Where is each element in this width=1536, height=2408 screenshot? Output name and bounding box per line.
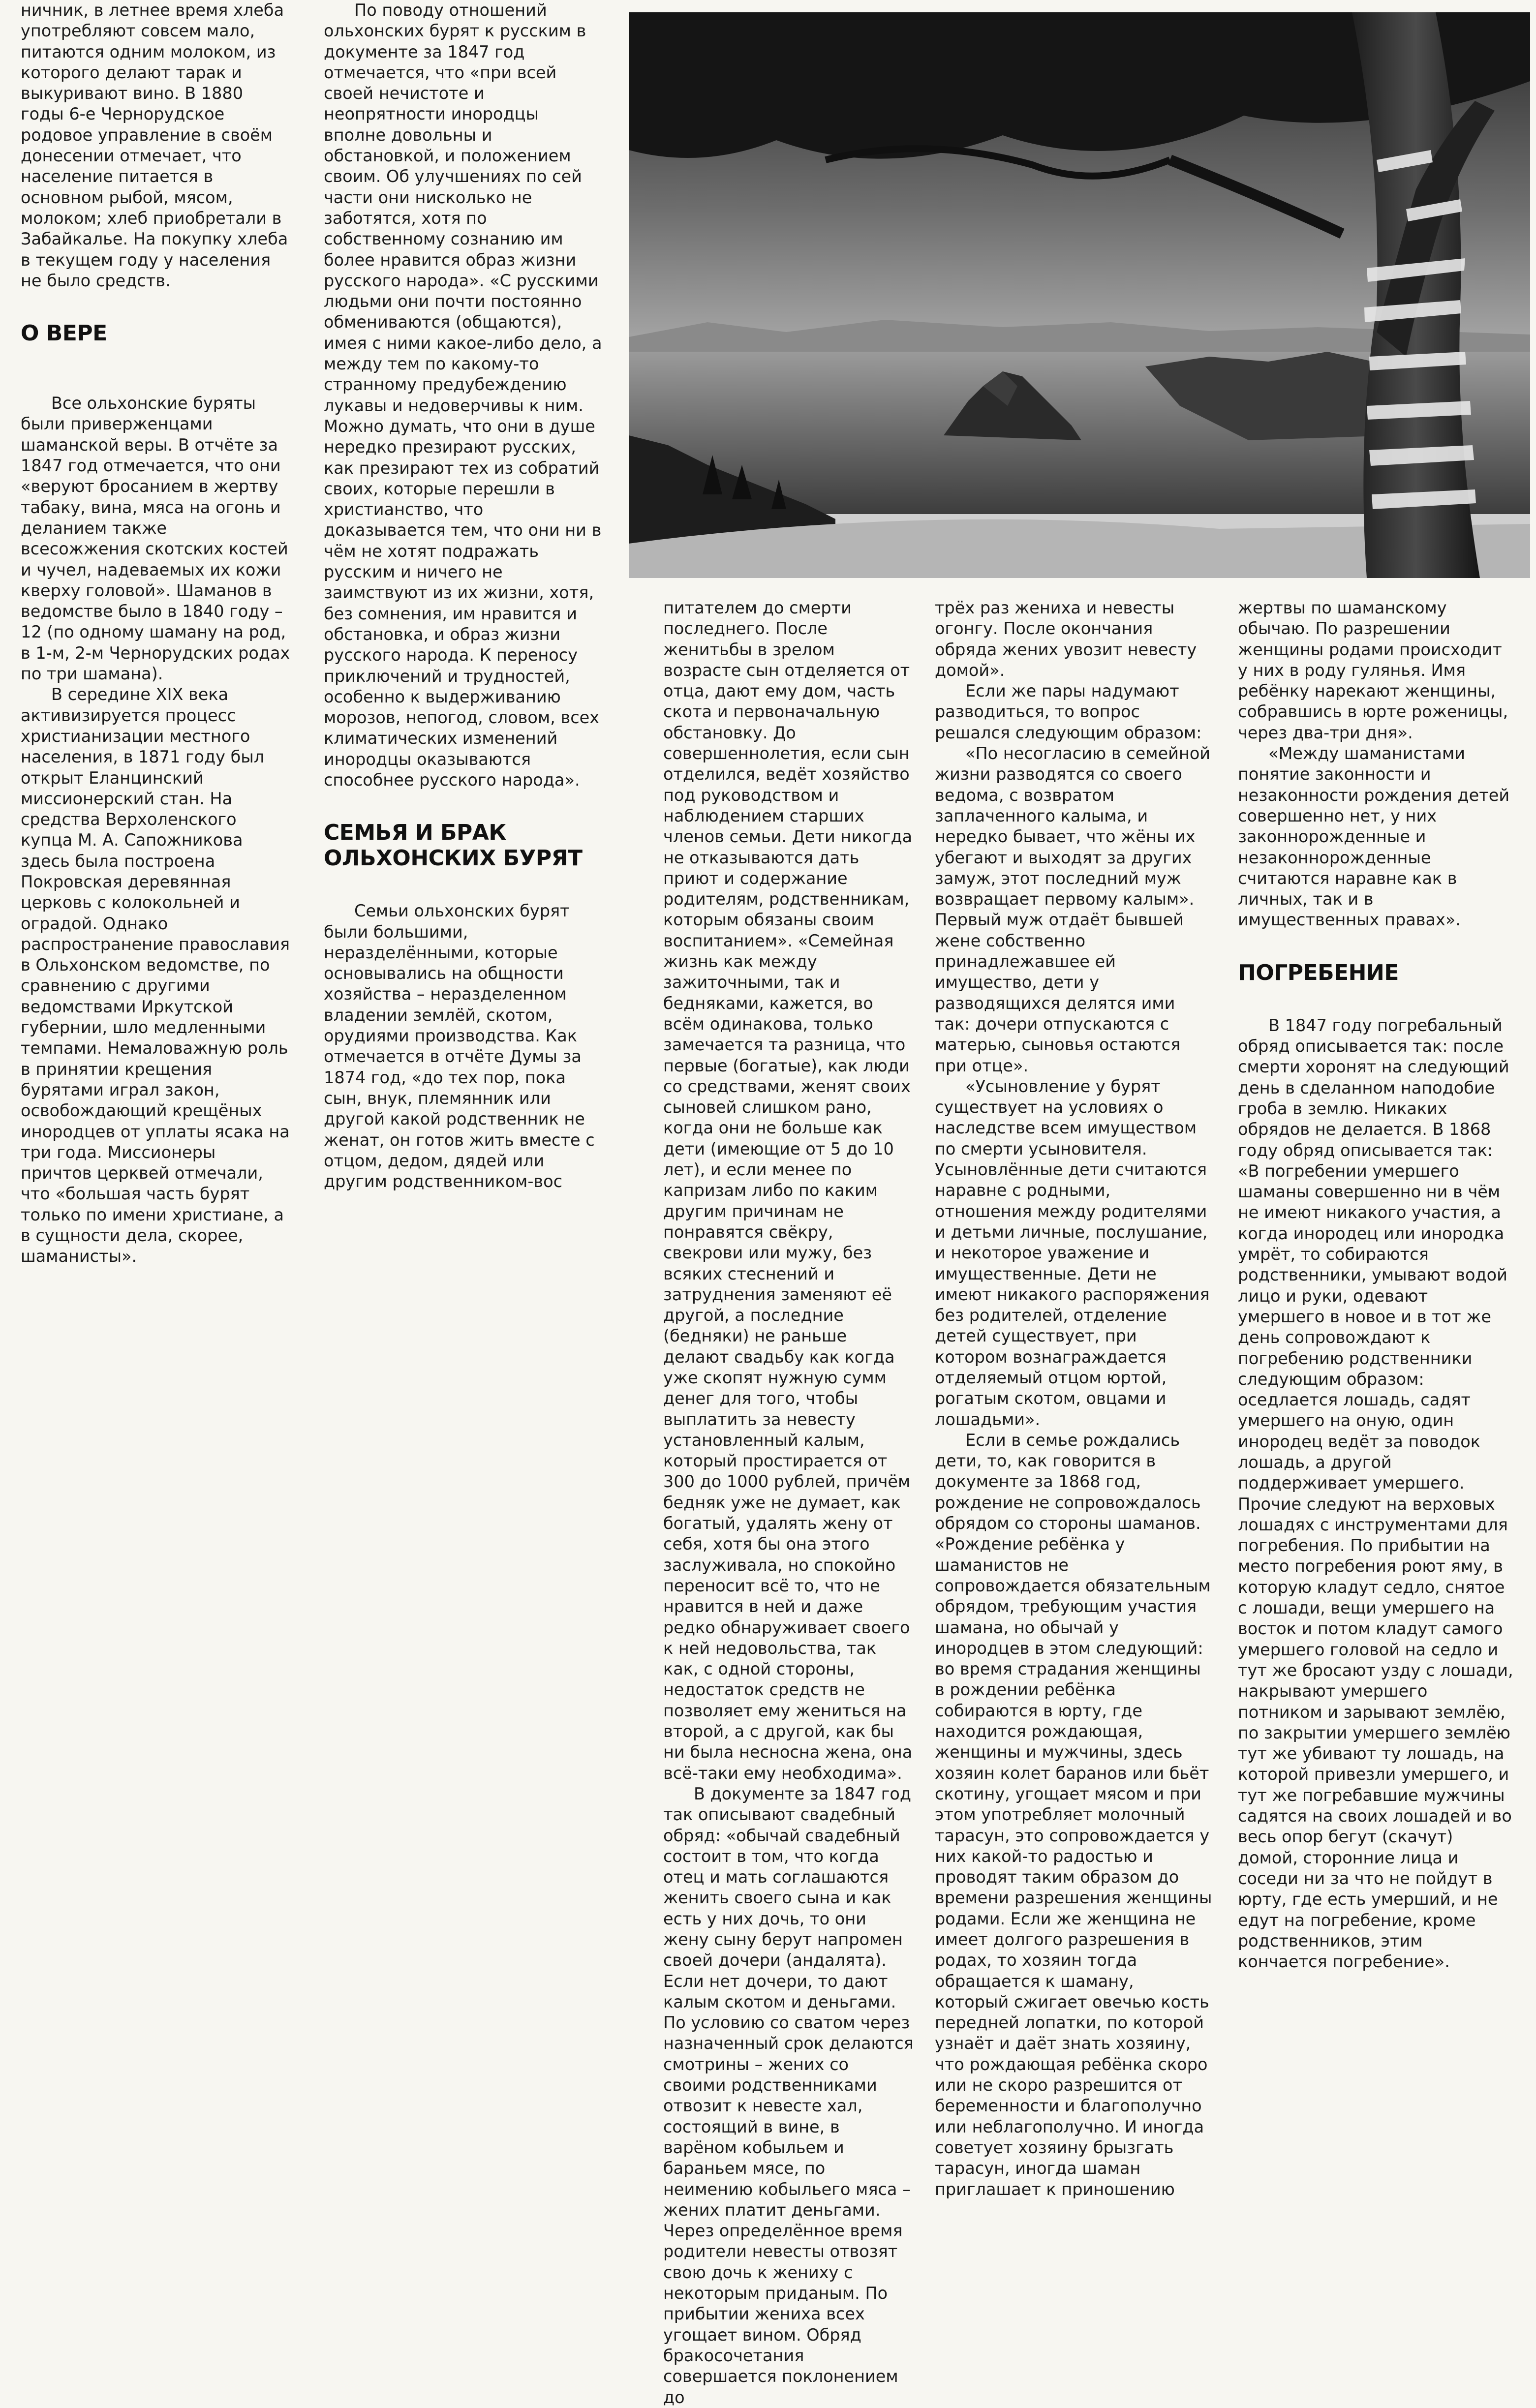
column-3 <box>663 598 917 2408</box>
col3-paragraph-1: питателем до смерти последнего. После женитьбы в зрелом возрасте сын отделяется от отца, дают ему дом, часть скота и первоначальную обстановку. До совершеннолетия, если сын отделился, ведёт хозяйство под руководством и наблюдением старших членов семьи. Дети никогда не отказываются дать приют и содержание родителям, родственникам, которым обязаны своим воспитанием». «Семейная жизнь как между зажиточными, так и бедняками, кажется, во всём одинакова, только замечается та разница, что первые (богатые), как люди со средствами, женят своих сыновей слишком рано, когда они не больше как дети (имеющие от 5 до 10 лет), и если менее по капризам либо по каким другим причинам не понравятся свёкру, свекрови или мужу, без всяких стеснений и затруднения заменяют её другой, а последние (бедняки) не раньше делают свадьбу как когда уже скопят нужную сумм денег для того, чтобы выплатить за невесту установленный калым, который простирается от 300 до 1000 рублей, причём бедняк уже не думает, как богатый, удалять жену от себя, хотя бы она этого заслуживала, но спокойно переносит всё то, что не нравится в ней и даже редко обнаруживает своего к ней недовольства, так как, с одной стороны, недостаток средств не позволяет ему жениться на второй, а с другой, как бы ни была несносна жена, она всё-таки ему необходима». <box>663 598 913 1783</box>
col4-paragraph-2: Если же пары надумают разводиться, то вопрос решался следующим образом: <box>935 681 1202 742</box>
col4-paragraph-4: «Усыновление у бурят существует на условиях о наследстве всем имуществом по смерти усыновителя. Усыновлённые дети считаются наравне с родными, отношения между родителями и детьми личные, послушание, и некоторое уважение и имущественные. Дети не имеют никакого распоряжения без родителей, отделение детей существует, при котором вознаграждается отделяемый отцом юртой, рогатым скотом, овцами и лошадьми». <box>935 1076 1210 1429</box>
column-2 <box>324 0 605 1192</box>
column-1 <box>21 0 290 1267</box>
col1-paragraph-3: В середине XIX века активизируется процесс христианизации местного населения, в 1871 году был открыт Еланцинский миссионерский стан. На средства Верхоленского купца М. А. Сапожникова здесь была построена Покровская деревянная церковь с колокольней и оградой. Однако распространение православия в Ольхонском ведомстве, по сравнению с другими ведомствами Иркутской губернии, шло медленными темпами. Немаловажную роль в принятии крещения бурятами играл закон, освобождающий крещёных инородцев от уплаты ясака на три года. Миссионеры причтов церквей отмечали, что «большая часть бурят только по имени христиане, а в сущности дела, скорее, шаманисты». <box>21 685 290 1266</box>
heading-burial: ПОГРЕБЕНИЕ <box>1238 960 1399 985</box>
col5-paragraph-1: жертвы по шаманскому обычаю. По разрешении женщины родами происходит у них в роду гулянья. Имя ребёнку нарекают женщины, собравшись в юрте роженицы, через два-три дня». <box>1238 598 1508 742</box>
col1-paragraph-1: ничник, в летнее время хлеба употребляют совсем мало, питаются одним молоком, из которого делают тарак и выкуривают вино. В 1880 годы 6-е Чернорудское родовое управление в своём донесении отмечает, что население питается в основном рыбой, мясом, молоком; хлеб приобретали в Забайкалье. На покупку хлеба в текущем году у населения не было средств. <box>21 0 288 290</box>
col2-paragraph-1: По поводу отношений ольхонских бурят к русским в документе за 1847 год отмечается, что «при всей своей нечистоте и неопрятности инородцы вполне довольны и обстановкой, и положением своим. Об улучшениях по сей части они нисколько не заботятся, хотя по собственному сознанию им более нравится образ жизни русского народа». «С русскими людьми они почти постоянно обмениваются (общаются), имея с ними какое-либо дело, а между тем по какому-то странному предубеждению лукавы и недоверчивы к ним. Можно думать, что они в душе нередко презирают русских, как презирают тех из собратий своих, которые перешли в христианство, что доказывается тем, что они ни в чём не хотят подражать русским и ничего не заимствуют из их жизни, хотя, без сомнения, им нравится и обстановка, и образ жизни русского народа. К переносу приключений и трудностей, особенно к выдерживанию морозов, непогод, словом, всех климатических изменений инородцы оказываются способнее русского народа». <box>324 0 602 790</box>
column-5 <box>1238 598 1516 1972</box>
heading-faith: О ВЕРЕ <box>21 321 107 346</box>
col4-paragraph-3: «По несогласию в семейной жизни разводятся со своего ведома, с возвратом заплаченного калыма, и нередко бывает, что жёны их убегают и выходят за других замуж, этот последний муж возвращает первому калым». Первый муж отдаёт бывшей жене собственно принадлежавшее ей имущество, дети у разводящихся делятся ими так: дочери отпускаются с матерью, сыновья остаются при отце». <box>935 744 1211 1075</box>
col1-paragraph-2: Все ольхонские буряты были приверженцами шаманской веры. В отчёте за 1847 год отмечается, что они «веруют бросанием в жертву табаку, вина, мяса на огонь и деланием также всесожжения скотских костей и чучел, надеваемых их кожи кверху головой». Шаманов в ведомстве было в 1840 году – 12 (по одному шаману на род, в 1-м, 2-м Чернорудских родах по три шамана). <box>21 394 290 684</box>
col2-paragraph-2: Семьи ольхонских бурят были большими, неразделёнными, которые основывались на общности хозяйства – неразделенном владении землёй, скотом, орудиями производства. Как отмечается в отчёте Думы за 1874 год, «до тех пор, пока сын, внук, племянник или другой какой родственник не женат, он готов жить вместе с отцом, дедом, дядей или другим родственником-вос <box>324 901 595 1191</box>
col4-paragraph-5: Если в семье рождались дети, то, как говорится в документе за 1868 год, рождение не сопровождалось обрядом со стороны шаманов. «Рождение ребёнка у шаманистов не сопровождается обязательным обрядом, требующим участия шамана, но обычай у инородцев в этом следующий: во время страдания женщины в рождении ребёнка собираются в юрту, где находится рождающая, женщины и мужчины, здесь хозяин колет баранов или бьёт скотину, угощает мясом и при этом употребляет молочный тарасун, это сопровождается у них какой-то радостью и проводят таким образом до времени разрешения женщины родами. Если же женщина не имеет долгого разрешения в родах, то хозяин тогда обращается к шаману, который сжигает овечью кость передней лопатки, по которой узнаёт и даёт знать хозяину, что рождающая ребёнка скоро или не скоро разрешится от беременности и благополучно или неблагополучно. И иногда советует хозяину брызгать тарасун, иногда шаман приглашает к приношению <box>935 1430 1212 2199</box>
col3-paragraph-2: В документе за 1847 год так описывают свадебный обряд: «обычай свадебный состоит в том, что когда отец и мать соглашаются женить своего сына и как есть у них дочь, то они жену сыну берут напромен своей дочери (андалята). Если нет дочери, то дают калым скотом и деньгами. По условию со сватом через назначенный срок делаются смотрины – жених со своими родственниками отвозит к невесте хал, состоящий в вине, в варёном кобыльем и бараньем мясе, по неимению кобыльего мяса – жених платит деньгами. Через определённое время родители невесты отвозят свою дочь к жениху с некоторым приданым. По прибытии жениха всех угощает вином. Обряд бракосочетания совершается поклонением до <box>663 1784 914 2407</box>
col5-paragraph-2: «Между шаманистами понятие законности и незаконности рождения детей совершенно нет, у них законнорожденные и незаконнорожденные считаются наравне как в личных, так и в имущественных правах». <box>1238 744 1510 930</box>
article-photo <box>629 12 1530 578</box>
col5-paragraph-3: В 1847 году погребальный обряд описывается так: после смерти хоронят на следующий день в сделанном наподобие гроба в землю. Никаких обрядов не делается. В 1868 году обряд описывается так: «В погребении умершего шаманы совершенно ни в чём не имеют никакого участия, а когда инородец или инородка умрёт, то собираются родственники, умывают водой лицо и руки, одевают умершего в новое и в тот же день сопровождают к погребению родственники следующим образом: оседлается лошадь, садят умершего на оную, один инородец ведёт за поводок лошадь, а другой поддерживает умершего. Прочие следуют на верховых лошадях с инструментами для погребения. По прибытии на место погребения роют яму, в которую кладут седло, снятое с лошади, вещи умершего на восток и потом кладут самого умершего головой на седло и тут же бросают узду с лошади, накрывают умершего потником и зарывают землёю, по закрытии умершего землёю тут же убивают ту лошадь, на которой привезли умершего, и тут же погребавшие мужчины садятся на своих лошадей и во весь опор бегут (скачут) домой, сторонние лица и соседи ни за что не пойдут в юрту, где есть умерший, и не едут на погребение, кроме родственников, этим кончается погребение». <box>1238 1015 1513 1972</box>
col4-paragraph-1: трёх раз жениха и невесты огонгу. После окончания обряда жених увозит невесту домой». <box>935 598 1197 680</box>
column-4 <box>935 598 1213 2200</box>
heading-family: СЕМЬЯ И БРАК ОЛЬХОНСКИХ БУРЯТ <box>324 820 583 871</box>
